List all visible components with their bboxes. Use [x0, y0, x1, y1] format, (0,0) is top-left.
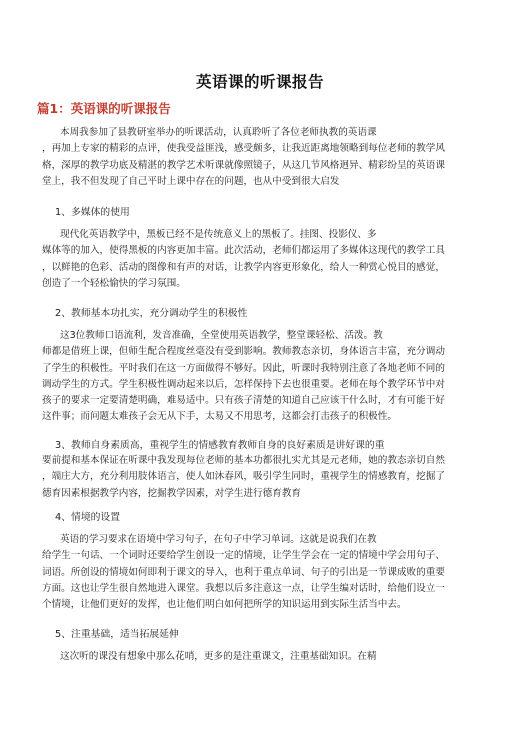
paragraph-line: 要前提和基本保证在听课中我发现每位老师的基本功都很扎实尤其是元老师，她的教态亲切自然 [42, 455, 445, 466]
section-heading-4: 4、情境的设置 [55, 512, 121, 523]
paragraph-line: ，以鲜艳的色彩、活动的图像和有声的对话，让教学内容更形象化，给人一种赏心悦目的感觉， [42, 261, 445, 273]
paragraph-line: ，再加上专家的精彩的点评，使我受益匪浅，感受颇多，让我近距离地领略到每位老师的教学风 [42, 143, 445, 155]
section-paragraph-3 [42, 453, 490, 502]
paragraph-line: 词语。所创设的情境如何即利于课文的导入，也利于重点单词、句子的引出是一节课成败的重要 [42, 566, 445, 578]
article-subtitle: 篇1：英语课的听课报告 [37, 101, 171, 116]
section-heading-3: 3、教师自身素质高，重视学生的情感教育教师自身的良好素质是讲好课的重 [55, 440, 385, 451]
section-heading-2: 2、教师基本功扎实，充分调动学生的积极性 [55, 308, 248, 319]
paragraph-line: 了学生的积极性。平时我们在这一方面做得不够好。因此，听课时我特别注意了各地老师不同的 [42, 362, 445, 374]
intro-paragraph [42, 125, 490, 190]
paragraph-line: 方面。这也让学生很自然地进入课堂。我想以后多注意这一点，让学生编对话时，给他们设立一 [42, 582, 445, 594]
section-paragraph-5 [42, 649, 490, 665]
section-paragraph-4 [42, 532, 490, 613]
paragraph-line: 堂上，我不但发现了自己平时上课中存在的问题，也从中受到很大启发 [42, 175, 340, 187]
paragraph-line: 师都是借班上课，但师生配合程度丝毫没有受到影响。教师教态亲切，身体语言丰富，充分调动 [42, 346, 445, 358]
paragraph-line: 个情境，让他们更好的发挥，也让他们明白如何把所学的知识运用到实际生活当中去。 [42, 599, 407, 611]
paragraph-line: 本周我参加了县教研室举办的听课活动，认真聆听了各位老师执教的英语课 [60, 127, 377, 138]
paragraph-line: 现代化英语教学中，黑板已经不是传统意义上的黑板了。挂图、投影仪、多 [60, 229, 377, 240]
paragraph-line: 德育因素根据教学内容，挖掘教学因素，对学生进行德育教育 [42, 487, 302, 499]
paragraph-line: 格，深厚的教学功底及精湛的教学艺术听课就像照镜子，从这几节风格迥异、精彩纷呈的英语课 [42, 159, 445, 171]
section-paragraph-2 [42, 328, 490, 426]
paragraph-line: 孩子的要求一定要清楚明确，难易适中。只有孩子清楚的知道自己应该干什么时，才有可能干好 [42, 395, 445, 407]
paragraph-line: 这件事；而问题太难孩子会无从下手，太易又不用思考，这都会打击孩子的积极性。 [42, 411, 397, 423]
paragraph-line: 英语的学习要求在语境中学习句子，在句子中学习单词。这就是说我们在教 [60, 534, 377, 545]
paragraph-line: 这3位教师口语流利，发音准确，全堂使用英语教学，整堂课轻松、活泼。教 [60, 330, 383, 341]
paragraph-line: 这次听的课没有想象中那么花哨，更多的是注重课文，注重基础知识。在精 [60, 651, 377, 662]
paragraph-line: 调动学生的方式。学生积极性调动起来以后，怎样保持下去也很重要。老师在每个教学环节中对 [42, 378, 445, 390]
section-paragraph-1 [42, 227, 490, 292]
paragraph-line: 给学生一句话、一个词时还要给学生创设一定的情境，让学生学会在一定的情境中学会用句子、 [42, 550, 445, 562]
paragraph-line: 媒体等的加入，使得黑板的内容更加丰富。此次活动，老师们都运用了多媒体这现代的教学工具 [42, 245, 445, 257]
paragraph-line: 创造了一个轻松愉快的学习氛围。 [42, 277, 186, 289]
section-heading-5: 5、注重基础，适当拓展延伸 [55, 629, 179, 640]
section-heading-1: 1、多媒体的使用 [55, 207, 130, 218]
paragraph-line: ，端庄大方，充分利用肢体语言，使人如沐春风，吸引学生同时，重视学生的情感教育，挖掘了 [42, 471, 445, 483]
document-title: 英语课的听课报告 [195, 73, 324, 91]
